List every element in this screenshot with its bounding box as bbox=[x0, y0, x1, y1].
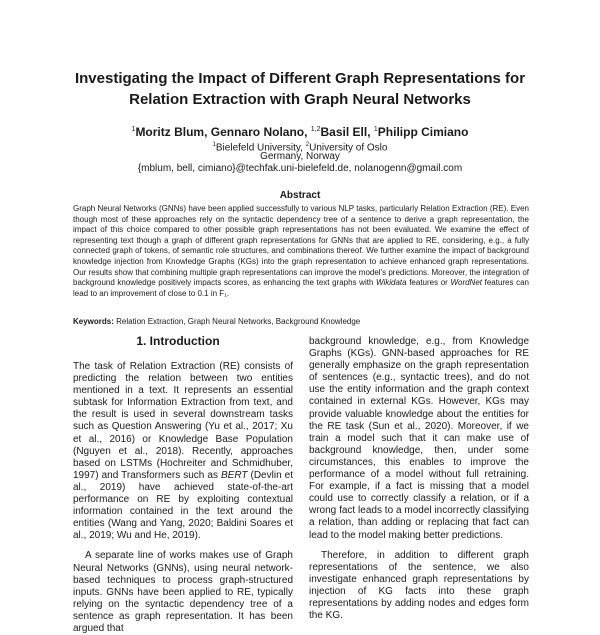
left-column bbox=[73, 361, 293, 635]
affil-mark-1: 1 bbox=[212, 142, 216, 148]
abstract-wikidata: Wikidata bbox=[376, 278, 407, 288]
author-1-affil-mark: 1 bbox=[131, 126, 136, 133]
intro-paragraph-3: background knowledge, e.g., from Knowledge Graphs (KGs). GNN-based approaches for RE generally emphasize on the graph representation of sentences (e.g., syntactic trees), and do not use the entity information and the graph context contained in external KGs. However, KGs may provide valuable knowledge about the entities for the RE task (Sun et al., 2020). Moreover, if we train a model such that it can make use of background knowledge, then, under some circumstances, this enables to improve the performance of a model without full retraining. For example, if a fact is missing that a model could use to correctly classify a relation, or if a wrong fact leads to a model incorrectly classifying a relation, than adding or replacing that fact can lead to the model making better predictions. bbox=[309, 336, 529, 541]
intro-paragraph-2: A separate line of works makes use of Graph Neural Networks (GNNs), using neural network-based techniques to process graph-structured inputs. GNNs have been applied to RE, typically relying on the syntactic dependency tree of a sentence as graph representation. It has been argued that bbox=[73, 550, 293, 634]
author-4-affil-mark: 1 bbox=[373, 126, 378, 133]
title-line-1: Investigating the Impact of Different Graph Representations for bbox=[74, 70, 526, 87]
affil-bielefeld: Bielefeld University, bbox=[215, 142, 306, 154]
intro-paragraph-4: Therefore, in addition to different graph representations of the sentence, we also investigate enhanced graph representations by injection of KG facts into these graph representations by adding nodes and edges form the KG. bbox=[309, 549, 529, 622]
keywords-list: Relation Extraction, Graph Neural Networks, Background Knowledge bbox=[113, 317, 361, 326]
abstract-text-end: features can lead to an improvement of close to 0.1 in F₁. bbox=[73, 278, 530, 298]
author-3-affil-mark: 1,2 bbox=[310, 126, 321, 133]
section-heading-introduction: 1. Introduction bbox=[136, 334, 220, 348]
intro-paragraph-1 bbox=[73, 361, 293, 542]
keywords-line bbox=[73, 317, 529, 326]
affil-oslo: University of Oslo bbox=[309, 142, 388, 154]
author-list bbox=[40, 122, 560, 140]
right-column bbox=[309, 336, 529, 622]
title-line-2: Relation Extraction with Graph Neural Networks bbox=[129, 91, 471, 108]
intro-p1-bert: BERT bbox=[220, 469, 248, 481]
author-basil-ell: Basil Ell, bbox=[320, 125, 374, 139]
author-emails: {mblum, bell, cimiano}@techfak.uni-bielefeld.de, nolanogenn@gmail.com bbox=[137, 163, 463, 174]
intro-p1-text: The task of Relation Extraction (RE) consists of predicting the relation between two entities mentioned in a text. It represents an essential subtask for Information Extraction from text, and the result is used in several downstream tasks such as Question Answering (Yu et al., 2017; Xu et al., 2016) or Knowledge Base Population (Nguyen et al., 2018). Recently, approaches based on LSTMs (Hochreiter and Schmidhuber, 1997) and Transformers such as bbox=[73, 361, 293, 481]
abstract-text: Graph Neural Networks (GNNs) have been applied successfully to various NLP tasks, particularly Relation Extraction (RE). Even though most of these approaches rely on the syntactic dependency tree of a sentence to derive a graph representation, the impact of this choice compared to other possible graph representations has not been evaluated. We examine the effect of representing text though a graph of different graph representations for GNNs that are applied to RE, considering, e.g., a fully connected graph of tokens, of semantic role structures, and combinations thereof. We further examine the impact of background knowledge injection from Knowledge Graphs (KGs) into the graph representation to achieve enhanced graph representations. Our results show that combining multiple graph representations can improve the model's predictions. Moreover, the integration of background knowledge positively impacts scores, as enhancing the text graphs with bbox=[73, 204, 529, 288]
abstract-body bbox=[73, 204, 529, 299]
author-philipp-cimiano: Philipp Cimiano bbox=[377, 125, 469, 139]
intro-p1-text-end: (Devlin et al., 2019) have achieved state-of-the-art performance on RE by exploiting contextual information contained in the text around the entities (Wang and Yang, 2020; Baldini Soares et al., 2019; Wu and He, 2019). bbox=[73, 469, 293, 542]
authors-group-1: Moritz Blum, Gennaro Nolano, bbox=[135, 125, 311, 139]
abstract-heading: Abstract bbox=[279, 190, 321, 201]
affiliation-countries: Germany, Norway bbox=[260, 151, 340, 162]
abstract-wordnet: WordNet bbox=[450, 278, 482, 288]
paper-title bbox=[40, 68, 560, 110]
keywords-label: Keywords: bbox=[73, 317, 114, 326]
affil-mark-2: 2 bbox=[305, 142, 310, 148]
abstract-text-mid: features or bbox=[406, 278, 451, 288]
